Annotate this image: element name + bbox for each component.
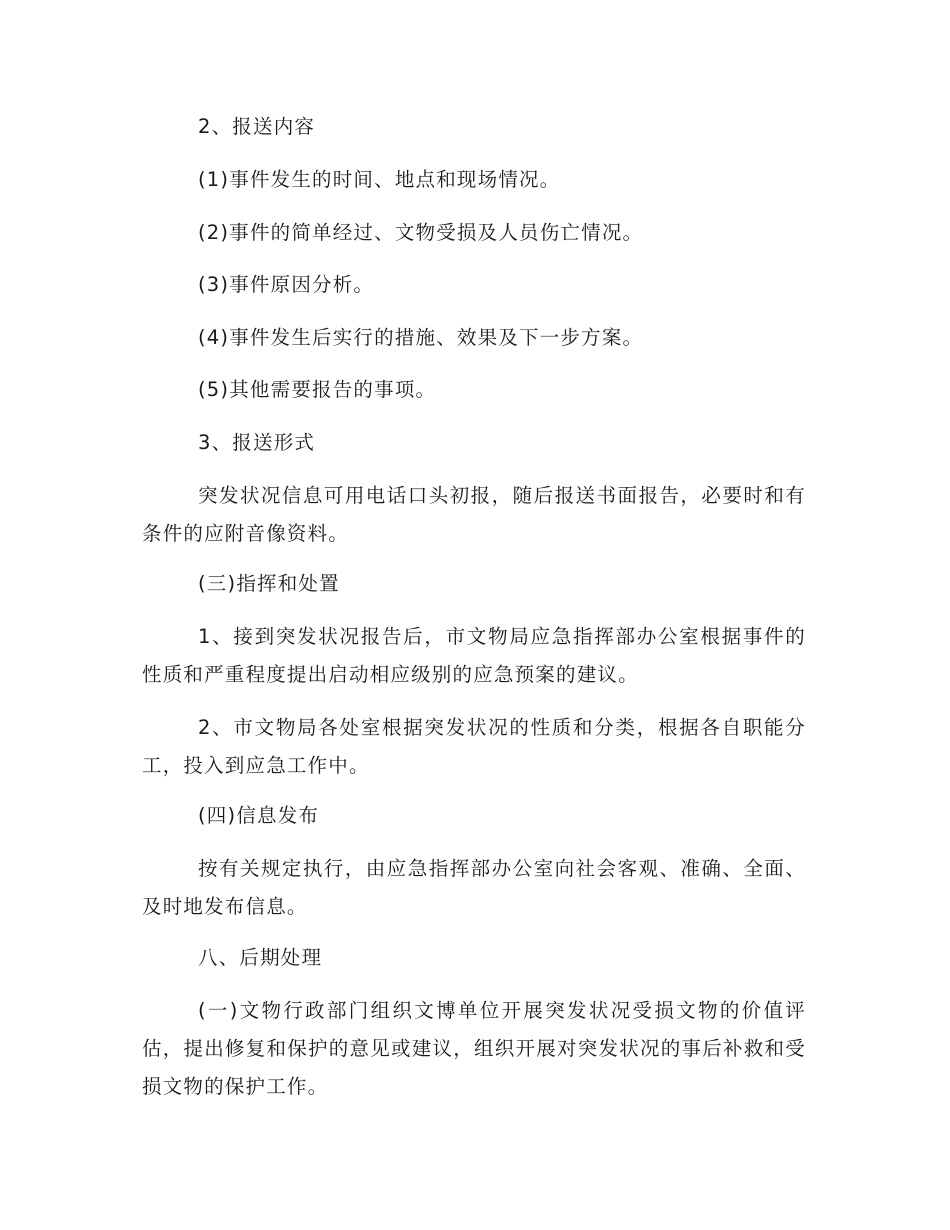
paragraph-report-form: 突发状况信息可用电话口头初报，随后报送书面报告，必要时和有条件的应附音像资料。 [142,484,806,545]
paragraph-info-release: 按有关规定执行，由应急指挥部办公室向社会客观、准确、全面、及时地发布信息。 [142,857,806,918]
section-heading-report-content: 2、报送内容 [198,115,316,138]
section-heading-report-form: 3、报送形式 [198,431,316,454]
paragraph-aftermath-1: (一)文物行政部门组织文博单位开展突发状况受损文物的价值评估，提出修复和保护的意见或建议，组织开展对突发状况的事后补救和受损文物的保护工作。 [142,999,806,1098]
section-heading-info-release: (四)信息发布 [198,804,320,827]
list-item-5: (5)其他需要报告的事项。 [198,378,437,401]
section-heading-aftermath: 八、后期处理 [198,946,323,969]
list-item-2: (2)事件的简单经过、文物受损及人员伤亡情况。 [198,221,644,244]
list-item-3: (3)事件原因分析。 [198,273,375,296]
list-item-1: (1)事件发生的时间、地点和现场情况。 [198,168,561,191]
section-heading-command: (三)指挥和处置 [198,572,340,595]
paragraph-command-1: 1、接到突发状况报告后，市文物局应急指挥部办公室根据事件的性质和严重程度提出启动相应级别的应急预案的建议。 [142,625,806,686]
list-item-4: (4)事件发生后实行的措施、效果及下一步方案。 [198,326,644,349]
paragraph-command-2: 2、市文物局各处室根据突发状况的性质和分类，根据各自职能分工，投入到应急工作中。 [142,716,806,777]
